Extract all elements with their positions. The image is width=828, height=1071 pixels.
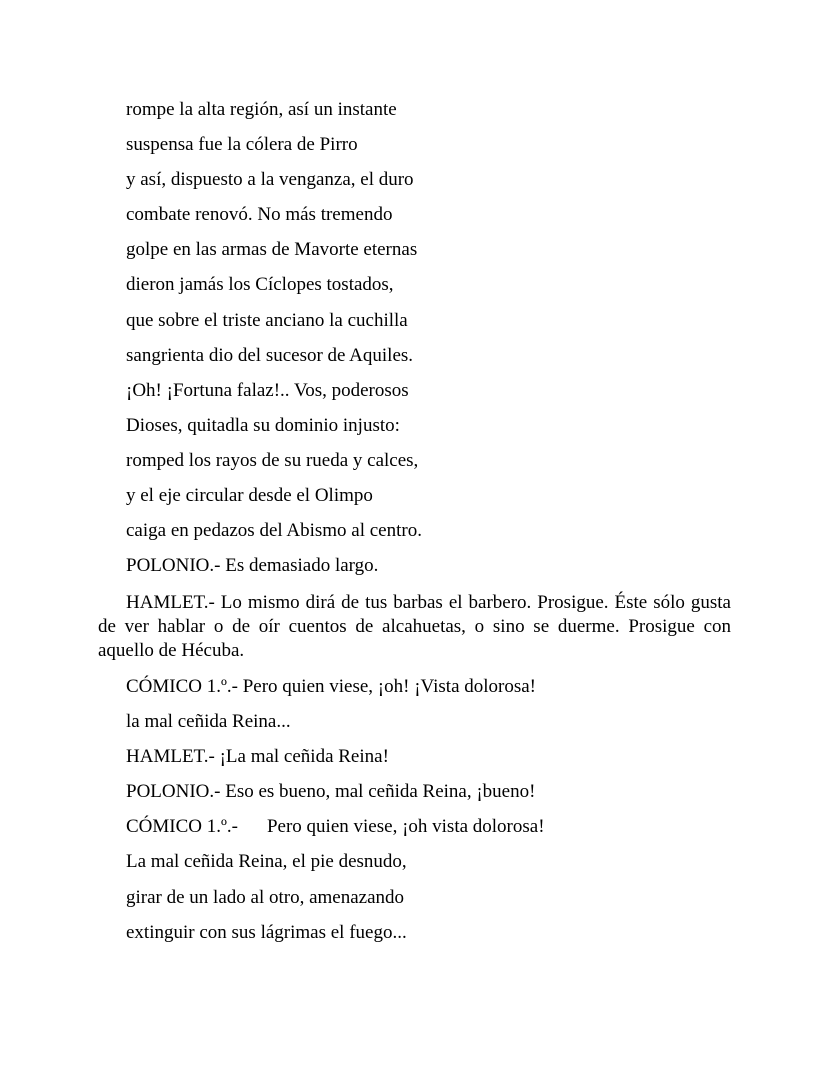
verse-line: La mal ceñida Reina, el pie desnudo, (126, 851, 407, 873)
polonio-line: POLONIO.- Eso es bueno, mal ceñida Reina, ¡bueno! (126, 781, 536, 803)
verse-line: combate renovó. No más tremendo (126, 204, 393, 226)
comico-speaker-line (126, 815, 766, 850)
verse-line: rompe la alta región, así un instante (126, 99, 397, 120)
verse-line: romped los rayos de su rueda y calces, (126, 449, 419, 471)
hamlet-prose-paragraph: HAMLET.- Lo mismo dirá de tus barbas el barbero. Prosigue. Éste sólo gusta de ver hablar o de oír cuentos de alcahuetas, o sino se duerme. Prosigue con aquello de Hécuba. (98, 592, 731, 661)
verse-line: la mal ceñida Reina... (126, 711, 291, 733)
verse-line: Dioses, quitadla su dominio injusto: (126, 414, 400, 436)
speaker-text: Pero quien viese, ¡oh vista dolorosa! (266, 816, 545, 838)
verse-line: suspensa fue la cólera de Pirro (126, 134, 358, 156)
verse-line: y así, dispuesto a la venganza, el duro (126, 169, 414, 191)
polonio-line: POLONIO.- Es demasiado largo. (126, 555, 379, 577)
verse-block-1 (126, 98, 766, 589)
hamlet-line: HAMLET.- ¡La mal ceñida Reina! (126, 746, 389, 768)
verse-line: sangrienta dio del sucesor de Aquiles. (126, 344, 414, 366)
verse-block-2 (126, 675, 766, 956)
verse-line: golpe en las armas de Mavorte eternas (126, 239, 418, 261)
verse-line: extinguir con sus lágrimas el fuego... (126, 921, 407, 943)
comico-line: CÓMICO 1.º.- Pero quien viese, ¡oh! ¡Vista dolorosa! (126, 676, 537, 697)
verse-line: que sobre el triste anciano la cuchilla (126, 309, 408, 331)
verse-line: girar de un lado al otro, amenazando (126, 886, 405, 908)
verse-line: y el eje circular desde el Olimpo (126, 485, 373, 507)
speaker-name: CÓMICO 1.º.- (126, 816, 238, 838)
verse-line: ¡Oh! ¡Fortuna falaz!.. Vos, poderosos (126, 379, 409, 401)
verse-line: caiga en pedazos del Abismo al centro. (126, 520, 422, 542)
verse-line: dieron jamás los Cíclopes tostados, (126, 274, 394, 296)
